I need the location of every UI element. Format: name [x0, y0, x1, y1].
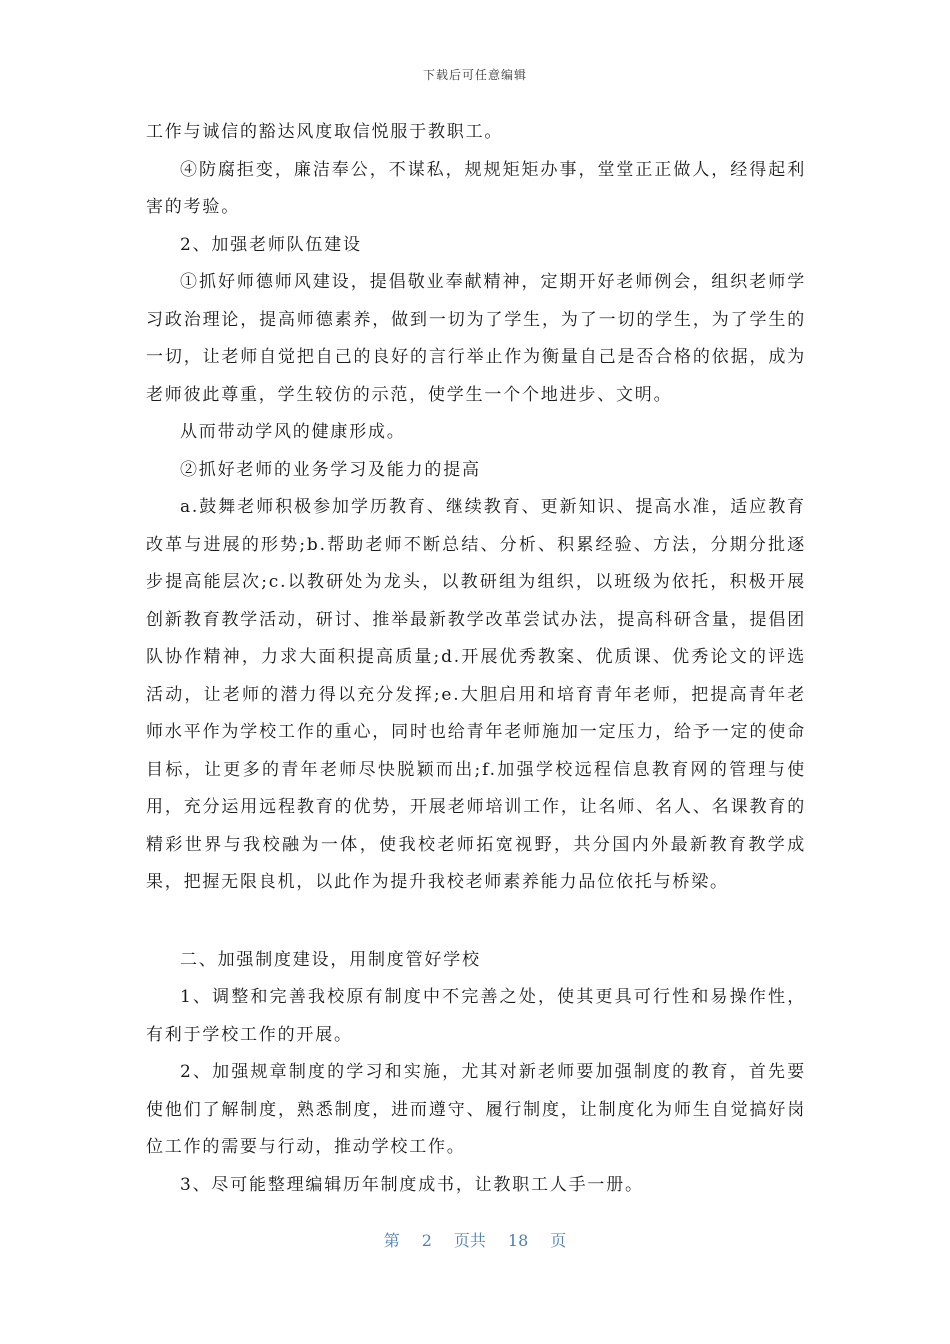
paragraph: 2、加强规章制度的学习和实施，尤其对新老师要加强制度的教育，首先要使他们了解制度，熟悉制度，进而遵守、履行制度，让制度化为师生自觉搞好岗位工作的需要与行动，推动学校工作。 — [146, 1062, 806, 1157]
paragraph: ④防腐拒变，廉洁奉公，不谋私，规规矩矩办事，堂堂正正做人，经得起利害的考验。 — [146, 159, 806, 217]
paragraph: 1、调整和完善我校原有制度中不完善之处，使其更具可行性和易操作性，有利于学校工作的开展。 — [146, 987, 806, 1045]
paragraph: 从而带动学风的健康形成。 — [180, 422, 406, 442]
footer-middle: 页共 — [453, 1231, 486, 1250]
section-heading: 二、加强制度建设，用制度管好学校 — [180, 949, 481, 970]
document-body — [146, 114, 806, 1204]
footer-page-number: 2 — [421, 1231, 432, 1250]
paragraph: 3、尽可能整理编辑历年制度成书，让教职工人手一册。 — [180, 1174, 644, 1195]
paragraph: ①抓好师德师风建设，提倡敬业奉献精神，定期开好老师例会，组织老师学习政治理论，提高师德素养，做到一切为了学生，为了一切的学生，为了学生的一切，让老师自觉把自己的良好的言行举止作为衡量自己是否合格的依据，成为老师彼此尊重，学生较仿的示范，使学生一个个地进步、文明。 — [146, 272, 806, 405]
section-spacer — [146, 902, 806, 942]
page-header: 下载后可任意编辑 — [422, 68, 527, 82]
footer-total-pages: 18 — [507, 1231, 529, 1250]
footer-prefix: 第 — [383, 1231, 400, 1250]
paragraph: 工作与诚信的豁达风度取信悦服于教职工。 — [146, 122, 504, 142]
subsection-heading: ②抓好老师的业务学习及能力的提高 — [180, 459, 481, 480]
footer-suffix: 页 — [550, 1231, 567, 1250]
page-footer — [0, 1228, 950, 1251]
section-heading: 2、加强老师队伍建设 — [180, 234, 362, 255]
paragraph: a.鼓舞老师积极参加学历教育、继续教育、更新知识、提高水准，适应教育改革与进展的形势;b.帮助老师不断总结、分析、积累经验、方法，分期分批逐步提高能层次;c.以教研处为龙头，以教研组为组织，以班级为依托，积极开展创新教育教学活动，研讨、推举最新教学改革尝试办法，提高科研含量，提倡团队协作精神，力求大面积提高质量;d.开展优秀教案、优质课、优秀论文的评选活动，让老师的潜力得以充分发挥;e.大胆启用和培育青年老师，把提高青年老师水平作为学校工作的重心，同时也给青年老师施加一定压力，给予一定的使命目标，让更多的青年老师尽快脱颖而出;f.加强学校远程信息教育网的管理与使用，充分运用远程教育的优势，开展老师培训工作，让名师、名人、名课教育的精彩世界与我校融为一体，使我校老师拓宽视野，共分国内外最新教育教学成果，把握无限良机，以此作为提升我校老师素养能力品位依托与桥梁。 — [146, 497, 806, 892]
